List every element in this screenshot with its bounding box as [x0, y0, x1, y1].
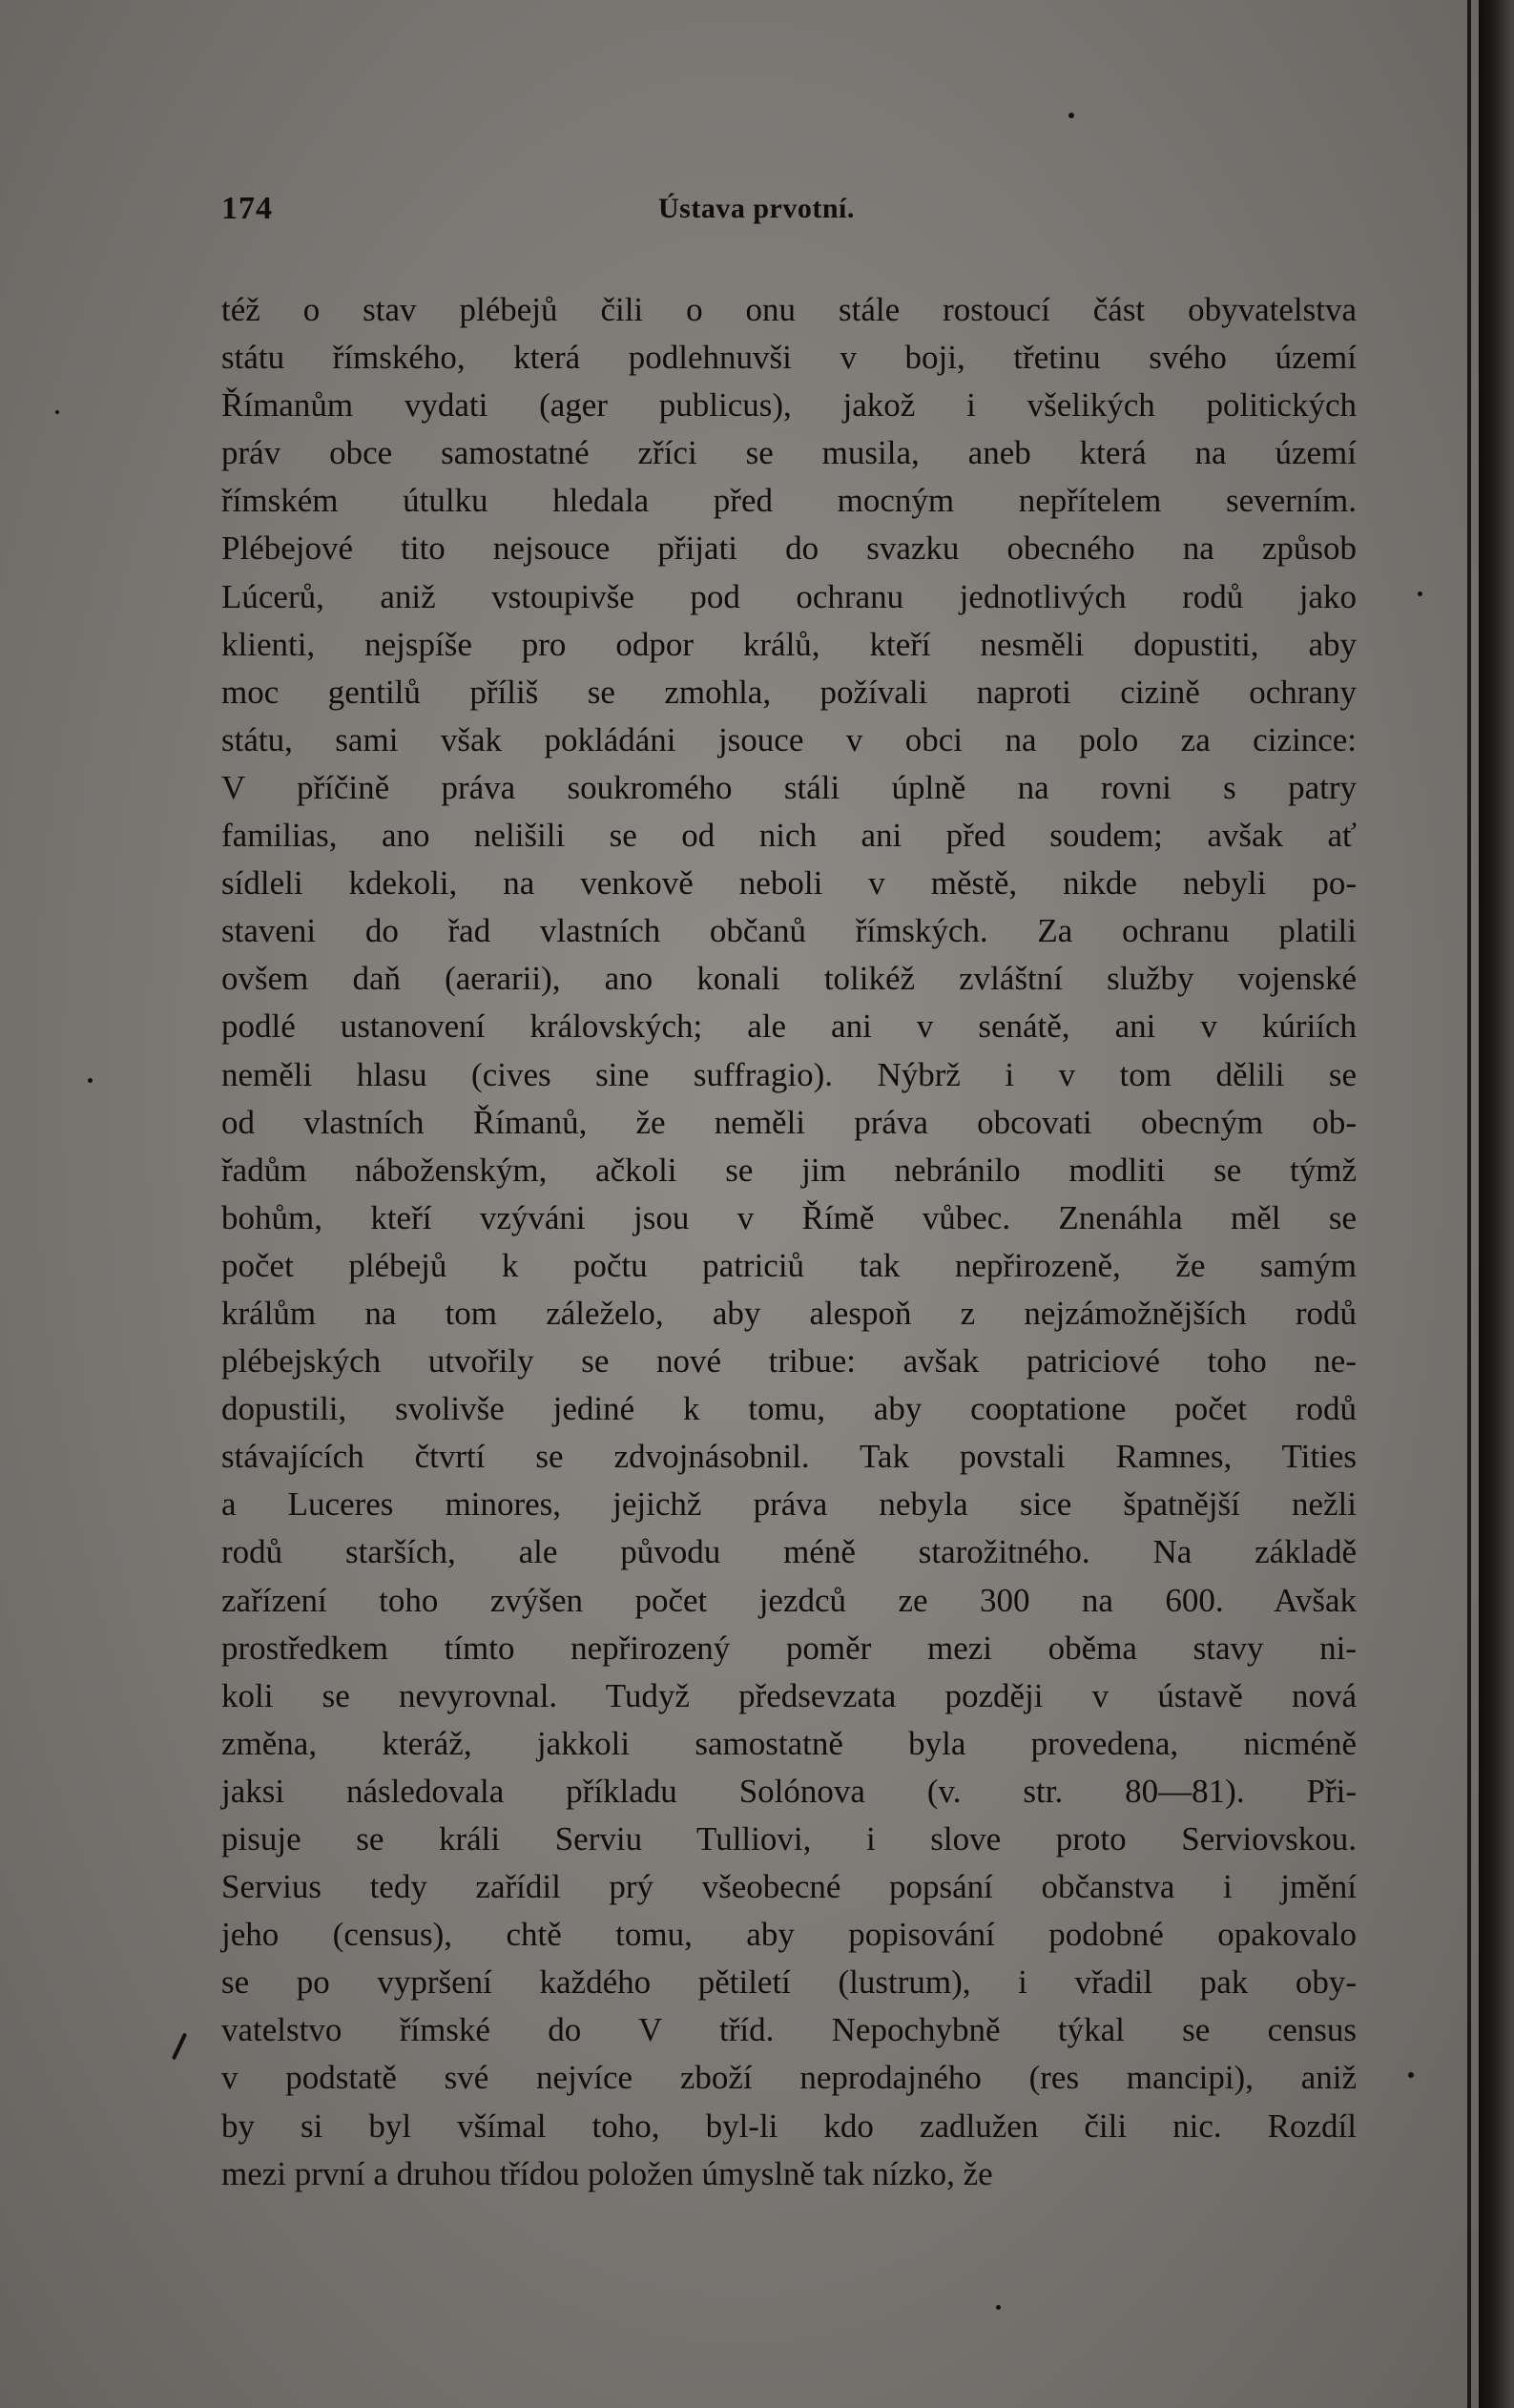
text-line: klienti, nejspíše pro odpor králů, kteří nesměli dopustiti, aby [221, 625, 1357, 663]
scan-speck [88, 1078, 93, 1083]
text-line: práv obce samostatné zříci se musila, aneb která na území [221, 434, 1357, 472]
text-line: rodů starších, ale původu méně starožitného. Na základě [221, 1533, 1357, 1571]
text-line: změna, kteráž, jakkoli samostatně byla provedena, nicméně [221, 1724, 1357, 1762]
text-line: v podstatě své nejvíce zboží neprodajného (res mancipi), aniž [221, 2059, 1357, 2097]
text-line: římském útulku hledala před mocným nepřítelem severním. [221, 482, 1357, 520]
text-line: stávajících čtvrtí se zdvojnásobnil. Tak povstali Ramnes, Tities [221, 1438, 1357, 1476]
text-line: bohům, kteří vzýváni jsou v Římě vůbec. Znenáhla měl se [221, 1198, 1357, 1236]
text-line: sídleli kdekoli, na venkově neboli v městě, nikde nebyli po- [221, 864, 1357, 903]
scan-speck [996, 2305, 1001, 2310]
body-text [221, 286, 1357, 2198]
text-line: Servius tedy zařídil prý všeobecné popsání občanstva i jmění [221, 1868, 1357, 1906]
text-line: jaksi následovala příkladu Solónova (v. str. 80—81). Při- [221, 1772, 1357, 1810]
text-line: též o stav plébejů čili o onu stále rostoucí část obyvatelstva [221, 291, 1357, 328]
text-line: a Luceres minores, jejichž práva nebyla sice špatnější nežli [221, 1485, 1357, 1524]
running-title: Ústava prvotní. [658, 193, 855, 224]
text-line: ovšem daň (aerarii), ano konali tolikéž zvláštní služby vojenské [221, 960, 1357, 998]
text-line: státu římského, která podlehnuvši v boji, třetinu svého území [221, 339, 1357, 377]
text-line: podlé ustanovení královských; ale ani v senátě, ani v kúriích [221, 1007, 1357, 1046]
page-number: 174 [221, 191, 273, 226]
text-line: vatelstvo římské do V tříd. Nepochybně týkal se census [221, 2011, 1357, 2049]
text-line: moc gentilů příliš se zmohla, požívali naproti cizině ochrany [221, 673, 1357, 711]
scan-speck [1068, 113, 1074, 118]
text-line: staveni do řad vlastních občanů římských. Za ochranu platili [221, 912, 1357, 950]
text-line: mezi první a druhou třídou položen úmyslně tak nízko, že [221, 2154, 993, 2192]
text-line: koli se nevyrovnal. Tudyž předsevzata později v ústavě nová [221, 1676, 1357, 1714]
text-line: králům na tom záleželo, aby alespoň z nejzámožnějších rodů [221, 1294, 1357, 1332]
text-line: Římanům vydati (ager publicus), jakož i všelikých politických [221, 386, 1357, 425]
text-line: by si byl všímal toho, byl-li kdo zadlužen čili nic. Rozdíl [221, 2107, 1357, 2145]
text-line: Plébejové tito nejsouce přijati do svazku obecného na způsob [221, 529, 1357, 568]
text-line: neměli hlasu (cives sine suffragio). Nýbrž i v tom dělili se [221, 1055, 1357, 1093]
text-line: počet plébejů k počtu patriciů tak nepřirozeně, že samým [221, 1246, 1357, 1284]
text-line: zařízení toho zvýšen počet jezdců ze 300 na 600. Avšak [221, 1581, 1357, 1619]
text-line: prostředkem tímto nepřirozený poměr mezi oběma stavy ni- [221, 1629, 1357, 1667]
scan-speck [1408, 2072, 1414, 2078]
text-line: dopustili, svolivše jediné k tomu, aby cooptatione počet rodů [221, 1390, 1357, 1428]
page-header [221, 191, 1357, 248]
text-line: státu, sami však pokládáni jsouce v obci na polo za cizince: [221, 720, 1357, 758]
page-gutter-line [1467, 0, 1471, 2408]
scan-speck [1418, 592, 1422, 596]
scan-speck [172, 2033, 187, 2061]
text-line: řadům náboženským, ačkoli se jim nebránilo modliti se týmž [221, 1151, 1357, 1189]
scan-speck [55, 410, 59, 414]
text-line: familias, ano nelišili se od nich ani před soudem; avšak ať [221, 817, 1357, 855]
text-line: pisuje se králi Serviu Tulliovi, i slove proto Serviovskou. [221, 1820, 1357, 1858]
text-line: od vlastních Římanů, že neměli práva obcovati obecným ob- [221, 1103, 1357, 1141]
book-spine [1479, 0, 1514, 2408]
text-line: jeho (census), chtě tomu, aby popisování podobné opakovalo [221, 1916, 1357, 1954]
text-line: Lúcerů, aniž vstoupivše pod ochranu jednotlivých rodů jako [221, 577, 1357, 615]
text-line: se po vypršení každého pětiletí (lustrum), i vřadil pak oby- [221, 1963, 1357, 2002]
text-line: plébejských utvořily se nové tribue: avšak patriciové toho ne- [221, 1342, 1357, 1380]
text-line: V příčině práva soukromého stáli úplně na rovni s patry [221, 768, 1357, 806]
